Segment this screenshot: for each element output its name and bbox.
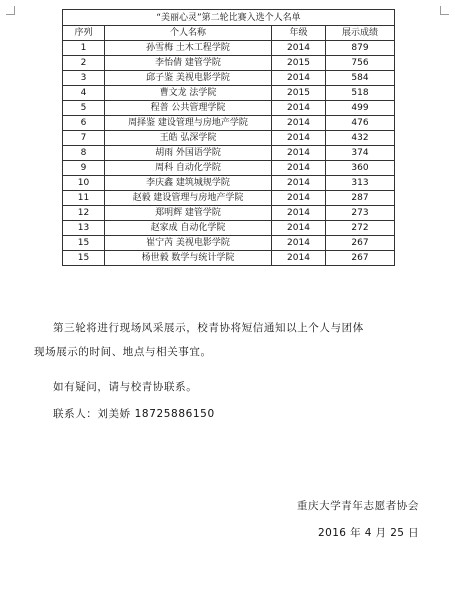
table-row: [63, 251, 395, 266]
cell-score: 273: [326, 206, 395, 221]
cell-index: 4: [63, 86, 105, 101]
table-title: “美丽心灵”第二轮比赛入选个人名单: [63, 10, 395, 26]
table-row: [63, 56, 395, 71]
cell-name: 周科 自动化学院: [105, 161, 272, 176]
cell-index: 13: [63, 221, 105, 236]
header-grade: 年级: [272, 26, 326, 41]
cell-name: 李怡倩 建管学院: [105, 56, 272, 71]
cell-name: 程普 公共管理学院: [105, 101, 272, 116]
page-corner-mark-right: [440, 6, 449, 15]
cell-index: 12: [63, 206, 105, 221]
table-row: [63, 176, 395, 191]
table-row: [63, 116, 395, 131]
table-row: [63, 146, 395, 161]
contact-line: 联系人：刘美娇 18725886150: [53, 408, 215, 420]
signature-date: 2016 年 4 月 25 日: [318, 527, 419, 539]
cell-index: 9: [63, 161, 105, 176]
table-row: [63, 206, 395, 221]
header-score: 展示成绩: [326, 26, 395, 41]
cell-grade: 2014: [272, 101, 326, 116]
cell-grade: 2014: [272, 71, 326, 86]
cell-index: 8: [63, 146, 105, 161]
cell-grade: 2014: [272, 131, 326, 146]
cell-name: 胡雨 外国语学院: [105, 146, 272, 161]
cell-grade: 2014: [272, 191, 326, 206]
cell-index: 2: [63, 56, 105, 71]
cell-name: 孙雪梅 土木工程学院: [105, 41, 272, 56]
cell-index: 7: [63, 131, 105, 146]
inquiry-note: 如有疑问，请与校青协联系。: [53, 381, 198, 393]
cell-grade: 2014: [272, 146, 326, 161]
page-corner-mark-left: [6, 6, 15, 15]
ranking-table: [62, 9, 395, 266]
table-row: [63, 161, 395, 176]
cell-score: 360: [326, 161, 395, 176]
cell-grade: 2015: [272, 56, 326, 71]
cell-score: 287: [326, 191, 395, 206]
cell-name: 赵毅 建设管理与房地产学院: [105, 191, 272, 206]
cell-name: 杨世毅 数学与统计学院: [105, 251, 272, 266]
header-index: 序列: [63, 26, 105, 41]
signature-organization: 重庆大学青年志愿者协会: [296, 500, 419, 512]
cell-index: 5: [63, 101, 105, 116]
cell-score: 432: [326, 131, 395, 146]
cell-score: 499: [326, 101, 395, 116]
cell-index: 15: [63, 251, 105, 266]
table-row: [63, 101, 395, 116]
cell-grade: 2014: [272, 221, 326, 236]
table-row: [63, 71, 395, 86]
cell-score: 272: [326, 221, 395, 236]
cell-name: 赵家成 自动化学院: [105, 221, 272, 236]
table-row: [63, 191, 395, 206]
notice-paragraph-line2: 现场展示的时间、地点与相关事宜。: [34, 346, 212, 358]
cell-name: 曹文龙 法学院: [105, 86, 272, 101]
cell-grade: 2014: [272, 161, 326, 176]
cell-name: 王皓 弘深学院: [105, 131, 272, 146]
cell-score: 476: [326, 116, 395, 131]
cell-index: 10: [63, 176, 105, 191]
cell-index: 11: [63, 191, 105, 206]
table-header-row: [63, 26, 395, 41]
cell-score: 374: [326, 146, 395, 161]
cell-name: 邱子鉴 美视电影学院: [105, 71, 272, 86]
table-row: [63, 41, 395, 56]
cell-grade: 2014: [272, 116, 326, 131]
cell-name: 郑明辉 建管学院: [105, 206, 272, 221]
cell-grade: 2014: [272, 206, 326, 221]
cell-grade: 2014: [272, 236, 326, 251]
cell-name: 周择鉴 建设管理与房地产学院: [105, 116, 272, 131]
cell-score: 584: [326, 71, 395, 86]
cell-grade: 2014: [272, 251, 326, 266]
cell-index: 1: [63, 41, 105, 56]
table-row: [63, 86, 395, 101]
cell-grade: 2014: [272, 176, 326, 191]
cell-score: 756: [326, 56, 395, 71]
cell-score: 313: [326, 176, 395, 191]
cell-score: 518: [326, 86, 395, 101]
cell-score: 267: [326, 251, 395, 266]
cell-name: 崔宁芮 美视电影学院: [105, 236, 272, 251]
notice-paragraph-line1: 第三轮将进行现场风采展示，校青协将短信通知以上个人与团体: [53, 322, 364, 334]
cell-index: 15: [63, 236, 105, 251]
table-row: [63, 236, 395, 251]
cell-score: 879: [326, 41, 395, 56]
cell-index: 3: [63, 71, 105, 86]
table-row: [63, 131, 395, 146]
cell-name: 李庆鑫 建筑城规学院: [105, 176, 272, 191]
cell-grade: 2015: [272, 86, 326, 101]
table-row: [63, 221, 395, 236]
cell-score: 267: [326, 236, 395, 251]
table-body: [63, 41, 395, 266]
cell-grade: 2014: [272, 41, 326, 56]
header-name: 个人名称: [105, 26, 272, 41]
cell-index: 6: [63, 116, 105, 131]
